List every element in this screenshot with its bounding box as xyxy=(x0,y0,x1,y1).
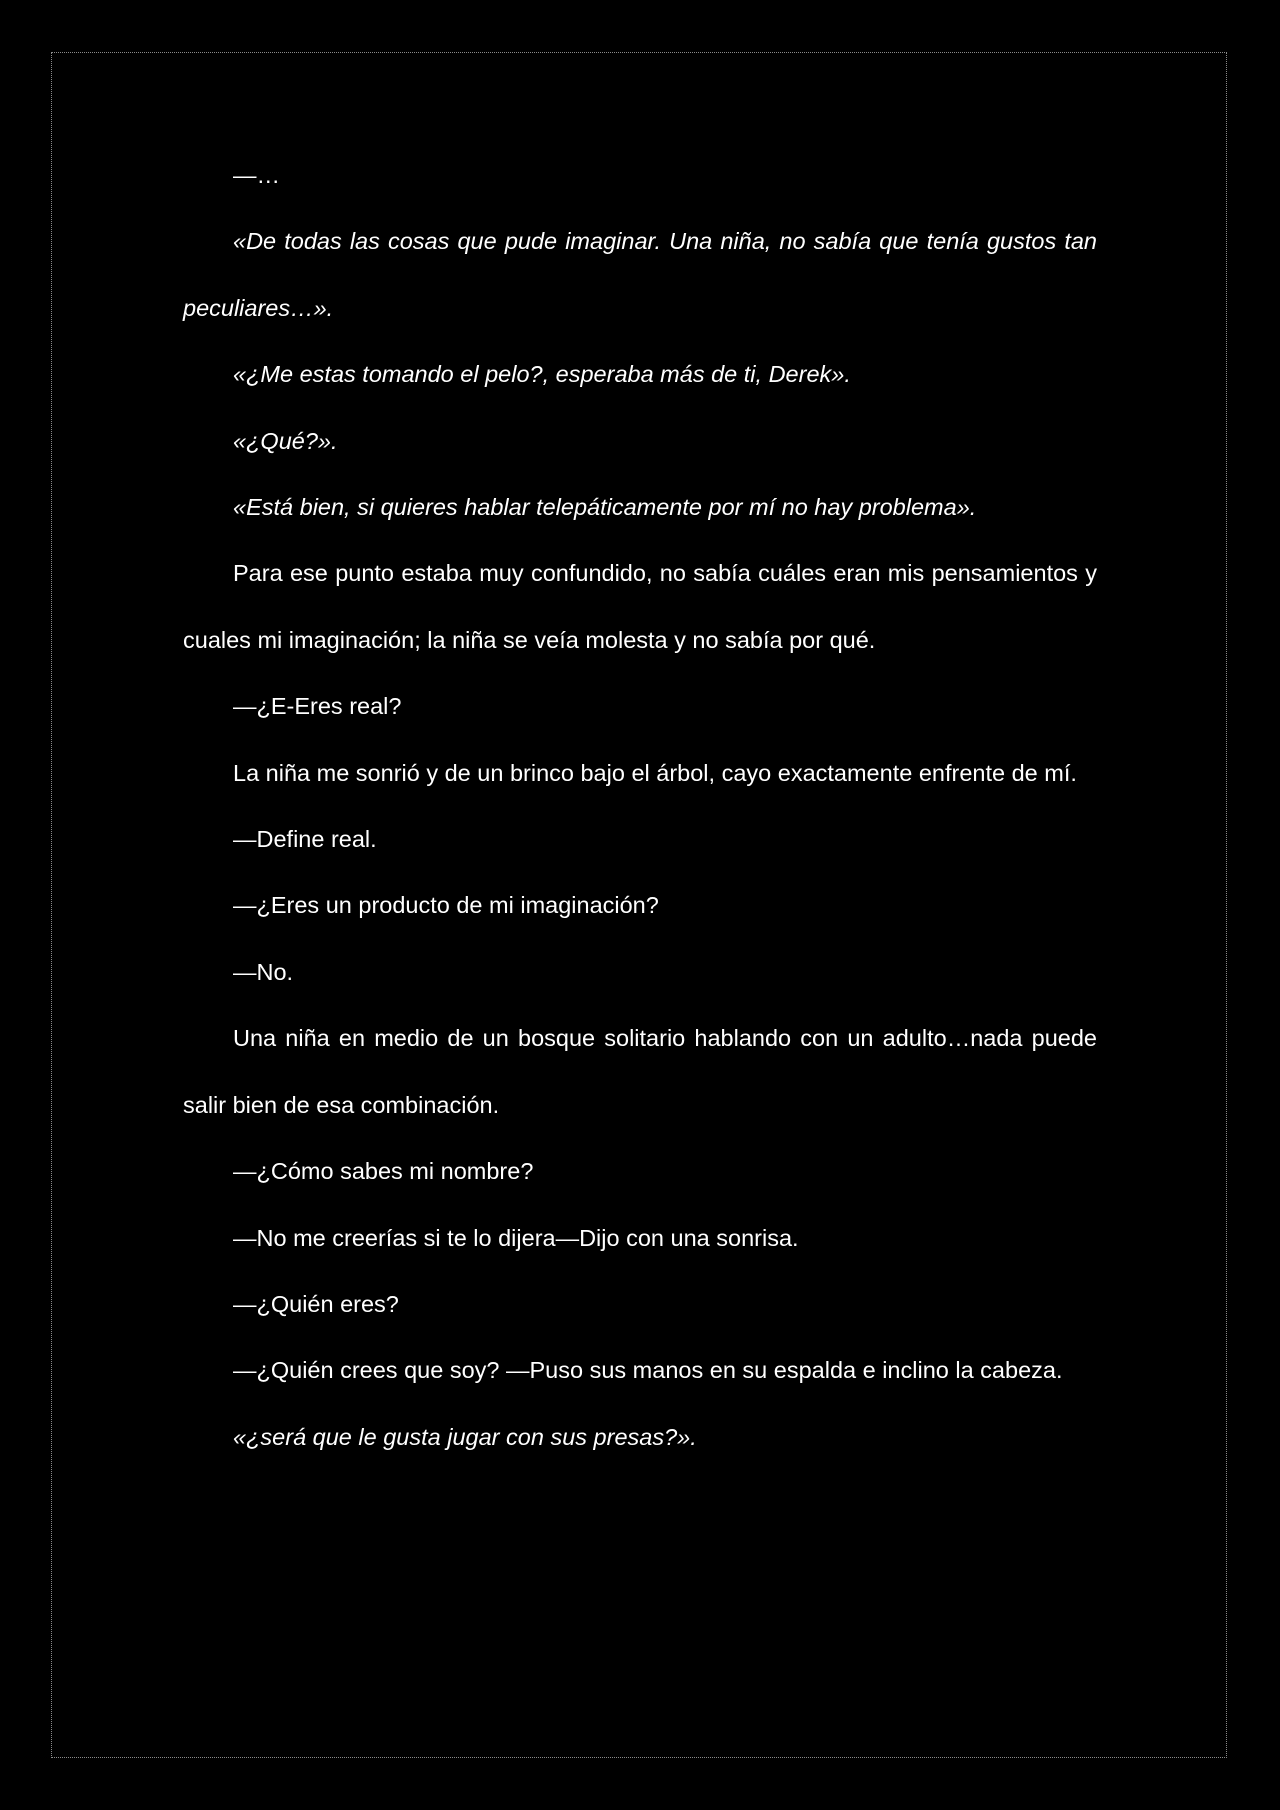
paragraph-10: —¿Eres un producto de mi imaginación? xyxy=(233,892,659,919)
paragraph-9: —Define real. xyxy=(233,826,377,853)
paragraph-15: —¿Quién eres? xyxy=(233,1290,399,1317)
paragraph-12: Una niña en medio de un bosque solitario hablando con un adulto…nada puede salir bien de esa combinación. xyxy=(183,1025,1097,1118)
paragraph-3: «¿Me estas tomando el pelo?, esperaba más de ti, Derek». xyxy=(233,361,851,388)
paragraph-2: «De todas las cosas que pude imaginar. Una niña, no sabía que tenía gustos tan peculiares…». xyxy=(183,228,1097,321)
document-body xyxy=(183,142,1097,1470)
paragraph-5: «Está bien, si quieres hablar telepáticamente por mí no hay problema». xyxy=(233,494,977,521)
paragraph-16: —¿Quién crees que soy? —Puso sus manos en su espalda e inclino la cabeza. xyxy=(233,1357,1063,1384)
paragraph-13: —¿Cómo sabes mi nombre? xyxy=(233,1158,534,1185)
paragraph-11: —No. xyxy=(233,958,294,985)
paragraph-1: —… xyxy=(233,162,280,188)
paragraph-6: Para ese punto estaba muy confundido, no sabía cuáles eran mis pensamientos y cuales mi imaginación; la niña se veía molesta y no sabía por qué. xyxy=(183,560,1097,653)
paragraph-4: «¿Qué?». xyxy=(233,427,338,454)
paragraph-8: La niña me sonrió y de un brinco bajo el árbol, cayo exactamente enfrente de mí. xyxy=(233,759,1077,786)
paragraph-17: «¿será que le gusta jugar con sus presas?». xyxy=(233,1423,697,1450)
paragraph-7: —¿E-Eres real? xyxy=(233,693,402,720)
paragraph-14: —No me creerías si te lo dijera—Dijo con una sonrisa. xyxy=(233,1224,799,1251)
